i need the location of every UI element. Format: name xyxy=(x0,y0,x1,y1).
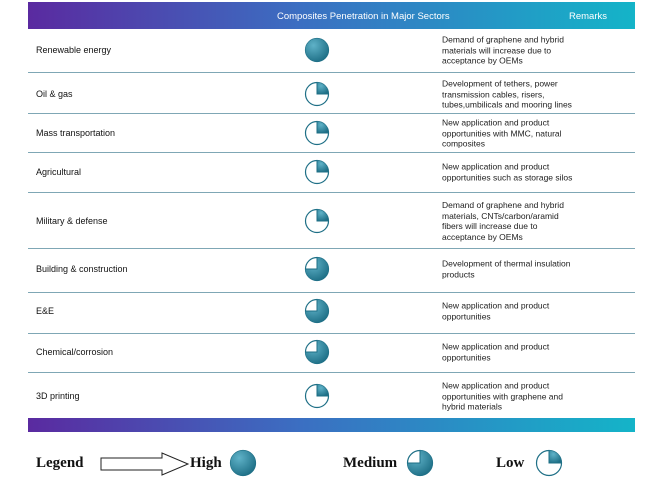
remark-line: transmission cables, risers, xyxy=(442,88,545,99)
remark-text xyxy=(442,259,607,280)
remark-line: composites xyxy=(442,138,485,149)
header-remarks: Remarks xyxy=(569,11,608,22)
row-divider xyxy=(28,333,635,334)
remark-line: opportunities such as storage silos xyxy=(442,172,573,182)
remark-text xyxy=(442,342,607,363)
penetration-medium-icon xyxy=(304,298,330,324)
penetration-low-icon xyxy=(304,159,330,185)
penetration-low-icon xyxy=(304,383,330,409)
row-divider xyxy=(28,192,635,193)
row-divider xyxy=(28,292,635,293)
penetration-medium-icon xyxy=(304,339,330,365)
table-footer-bar xyxy=(28,418,635,432)
remark-line: Development of thermal insulation xyxy=(442,258,571,269)
sector-label: Renewable energy xyxy=(36,45,112,55)
sector-label: E&E xyxy=(36,306,55,316)
remark-line: acceptance by OEMs xyxy=(442,231,523,242)
remark-line: products xyxy=(442,269,475,279)
remark-line: Demand of graphene and hybrid xyxy=(442,200,564,210)
remark-text xyxy=(442,200,607,242)
sector-label: Military & defense xyxy=(36,216,108,226)
legend-medium-label: Medium xyxy=(343,455,398,471)
sector-label: 3D printing xyxy=(36,391,80,401)
remark-line: opportunities with MMC, natural xyxy=(442,127,562,138)
remark-line: opportunities xyxy=(442,311,491,321)
remark-line: materials will increase due to xyxy=(442,44,552,55)
remark-line: acceptance by OEMs xyxy=(442,55,523,66)
penetration-low-icon xyxy=(304,120,330,146)
remark-line: opportunities with graphene and xyxy=(442,390,563,401)
sector-label: Mass transportation xyxy=(36,128,116,138)
remark-line: hybrid materials xyxy=(442,401,502,412)
remark-text xyxy=(442,78,607,110)
table-header-bar xyxy=(28,2,635,29)
remark-line: materials, CNTs/carbon/aramid xyxy=(442,210,559,221)
legend-medium-icon xyxy=(406,449,434,477)
penetration-high-icon xyxy=(304,37,330,63)
row-divider xyxy=(28,248,635,249)
remark-text xyxy=(442,117,607,149)
remark-text xyxy=(442,34,607,66)
legend-low-icon xyxy=(535,449,563,477)
remark-line: New application and product xyxy=(442,117,550,128)
legend-title: Legend xyxy=(36,455,84,471)
remark-text xyxy=(442,380,607,412)
remark-line: tubes,umbilicals and mooring lines xyxy=(442,99,572,110)
remark-line: New application and product xyxy=(442,341,550,352)
remark-text xyxy=(442,162,607,183)
header-penetration: Composites Penetration in Major Sectors xyxy=(277,11,450,22)
legend-low-label: Low xyxy=(496,455,525,471)
row-divider xyxy=(28,113,635,114)
sector-label: Agricultural xyxy=(36,167,82,177)
remark-line: New application and product xyxy=(442,380,550,391)
sector-label: Building & construction xyxy=(36,264,128,274)
remark-text xyxy=(442,301,607,322)
remark-line: Demand of graphene and hybrid xyxy=(442,34,564,45)
row-divider xyxy=(28,372,635,373)
sector-label: Oil & gas xyxy=(36,89,73,99)
penetration-medium-icon xyxy=(304,256,330,282)
remark-line: New application and product xyxy=(442,161,550,172)
sector-label: Chemical/corrosion xyxy=(36,347,114,357)
remark-line: Development of tethers, power xyxy=(442,78,558,89)
row-divider xyxy=(28,72,635,73)
remark-line: opportunities xyxy=(442,352,491,362)
penetration-low-icon xyxy=(304,208,330,234)
remark-line: New application and product xyxy=(442,300,550,311)
penetration-low-icon xyxy=(304,81,330,107)
legend-high-label: High xyxy=(190,455,222,471)
legend-high-icon xyxy=(229,449,257,477)
legend-arrow-icon xyxy=(100,452,190,476)
row-divider xyxy=(28,152,635,153)
remark-line: fibers will increase due to xyxy=(442,221,538,231)
